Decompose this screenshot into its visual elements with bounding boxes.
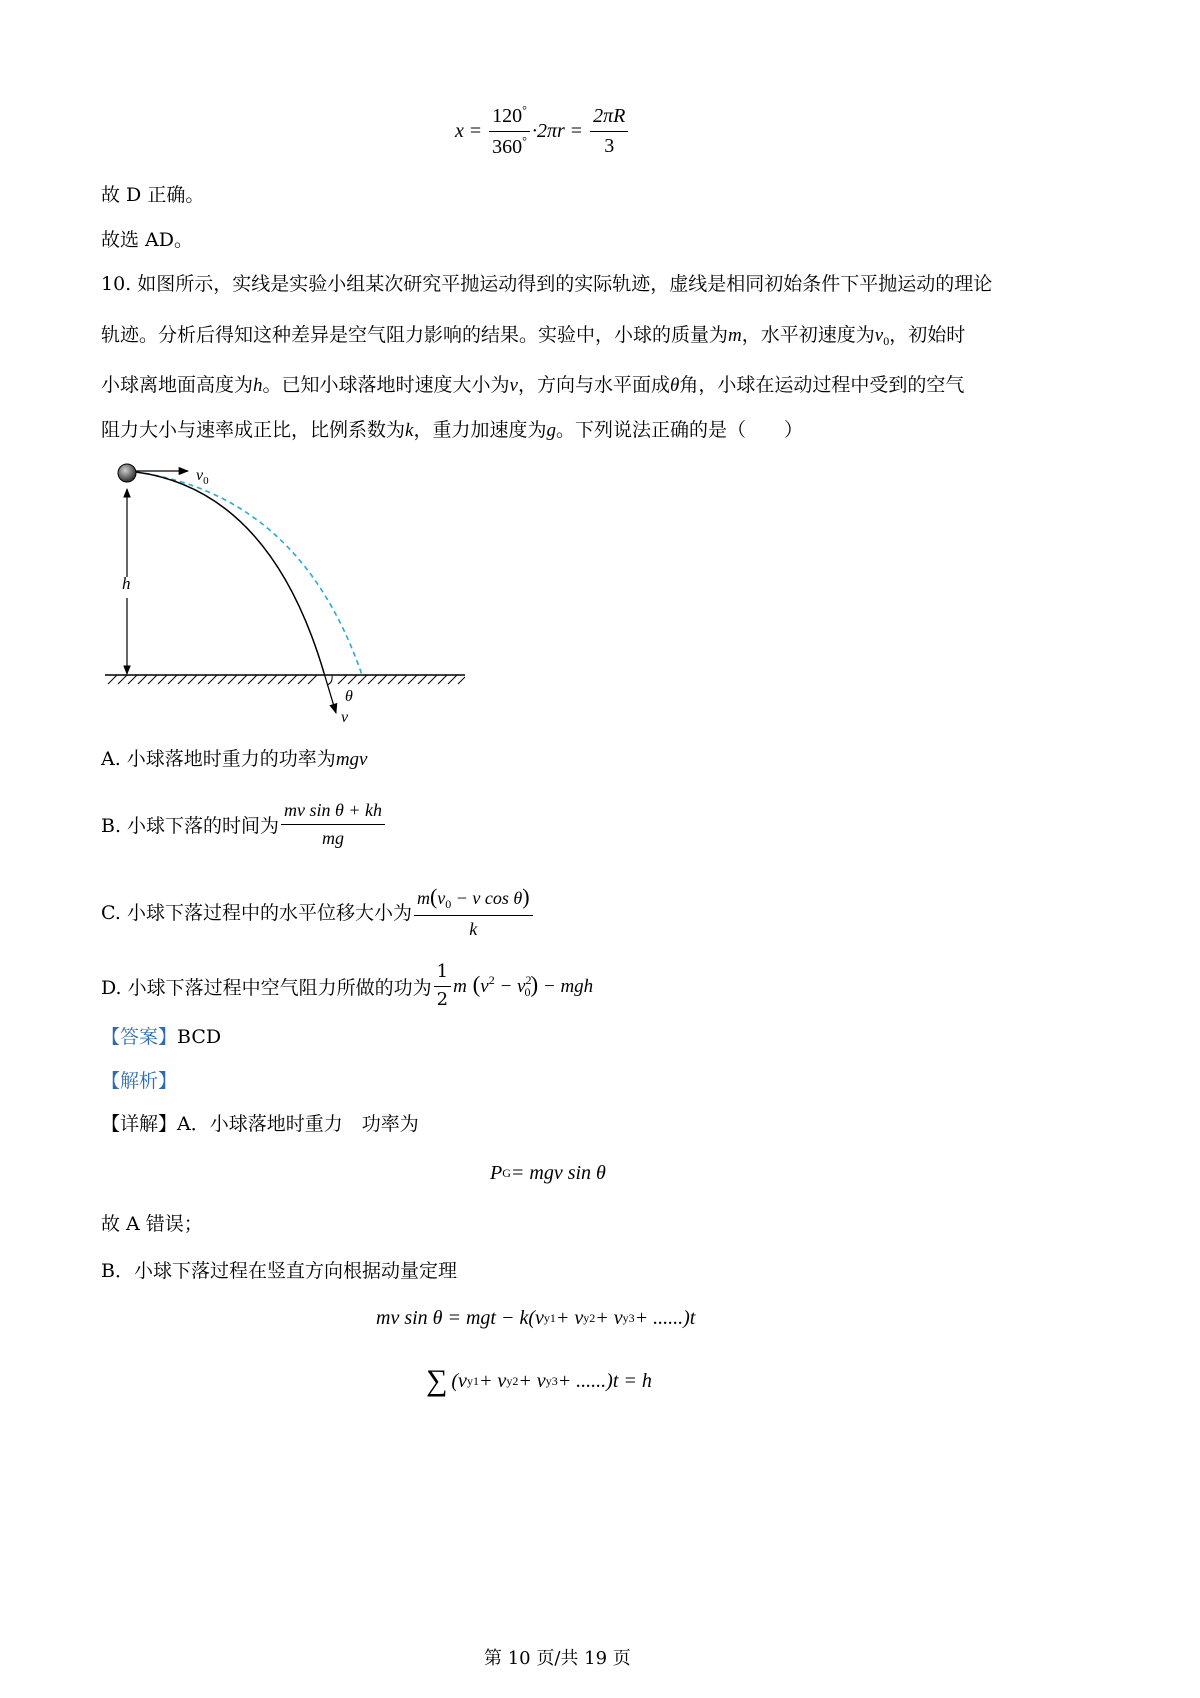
eq-mid: ·2πr [531,120,565,142]
power-equation: P G = mgv sin θ [490,1162,606,1184]
page-footer: 第 10 页/共 19 页 [484,1648,631,1669]
q10-line-3: 小球离地面高度为h。已知小球落地时速度大小为v，方向与水平面成θ角，小球在运动过程中受到的空气 [101,374,965,396]
label-v: v [341,709,349,726]
ball-icon [118,464,136,482]
detail-label: 【详解】 [101,1113,178,1135]
option-c: C. 小球下落过程中的水平位移大小为 $\frac{m(v_0 - v \cos \theta)}{k}$ [101,884,535,939]
ground-hatch [108,675,465,684]
answer-label: 【答案】 [101,1026,178,1048]
label-h: h [122,574,131,593]
q10-line-1: 10. 如图所示，实线是实验小组某次研究平抛运动得到的实际轨迹，虚线是相同初始条件下平抛运动的理论 [101,273,993,295]
a-wrong-line: 故 A 错误； [101,1213,203,1235]
eq-lhs: x [455,120,464,142]
momentum-equation: mv sin θ = mgt − k(v y1 + v y2 + v y3 + ......)t [376,1307,696,1329]
option-b: B. 小球下落的时间为 $\frac{\text{mv sin θ + kh}}{mg}$ [101,800,387,848]
v-arrow [324,673,336,713]
fraction-2piR-3: $\frac{2\pi R}{3}$ [590,105,628,158]
d-correct-line: 故 D 正确。 [101,184,205,206]
label-theta: θ [345,688,353,705]
choose-ad-line: 故选 AD。 [101,229,193,251]
option-b-fraction: $\frac{\text{mv sin θ + kh}}{mg}$ [281,800,385,848]
option-c-fraction: $\frac{m(v_0 - v \cos \theta)}{k}$ [414,884,533,939]
q10-line-2: 轨迹。分析后得知这种差异是空气阻力影响的结果。实验中，小球的质量为m，水平初速度为$v_0$，初始时 [101,324,966,348]
theoretical-trajectory [136,472,362,675]
projectile-figure [100,455,480,735]
answer-line [101,1028,221,1047]
top-equation: x = $\frac{120^\circ}{360^\circ}$ ·2πr = $\frac{2\pi R}{3}$ [455,104,630,159]
sum-equation: ∑ (v y1 + v y2 + v y3 + ......)t = h [426,1364,652,1397]
analysis-label: 【解析】 [101,1070,178,1092]
fraction-120-360: $\frac{120^\circ}{360^\circ}$ [489,104,530,159]
option-a: A. 小球落地时重力的功率为mgv [101,748,368,770]
option-d-fraction: $\frac{1}{2}$ [434,962,451,1010]
label-v0: $v_0$ [196,467,209,487]
b-explanation-line: B．小球下落过程在竖直方向根据动量定理 [101,1260,457,1282]
answer-value: BCD [177,1026,222,1048]
detail-line: 【详解】A．小球落地时重力 功率为 [101,1113,419,1135]
option-d: D. 小球下落过程中空气阻力所做的功为 $\frac{1}{2}$ m $(v^2 - v^2_0)$ − mgh [101,961,594,1010]
q10-line-4: 阻力大小与速率成正比，比例系数为k，重力加速度为g。下列说法正确的是（ ） [101,419,803,441]
